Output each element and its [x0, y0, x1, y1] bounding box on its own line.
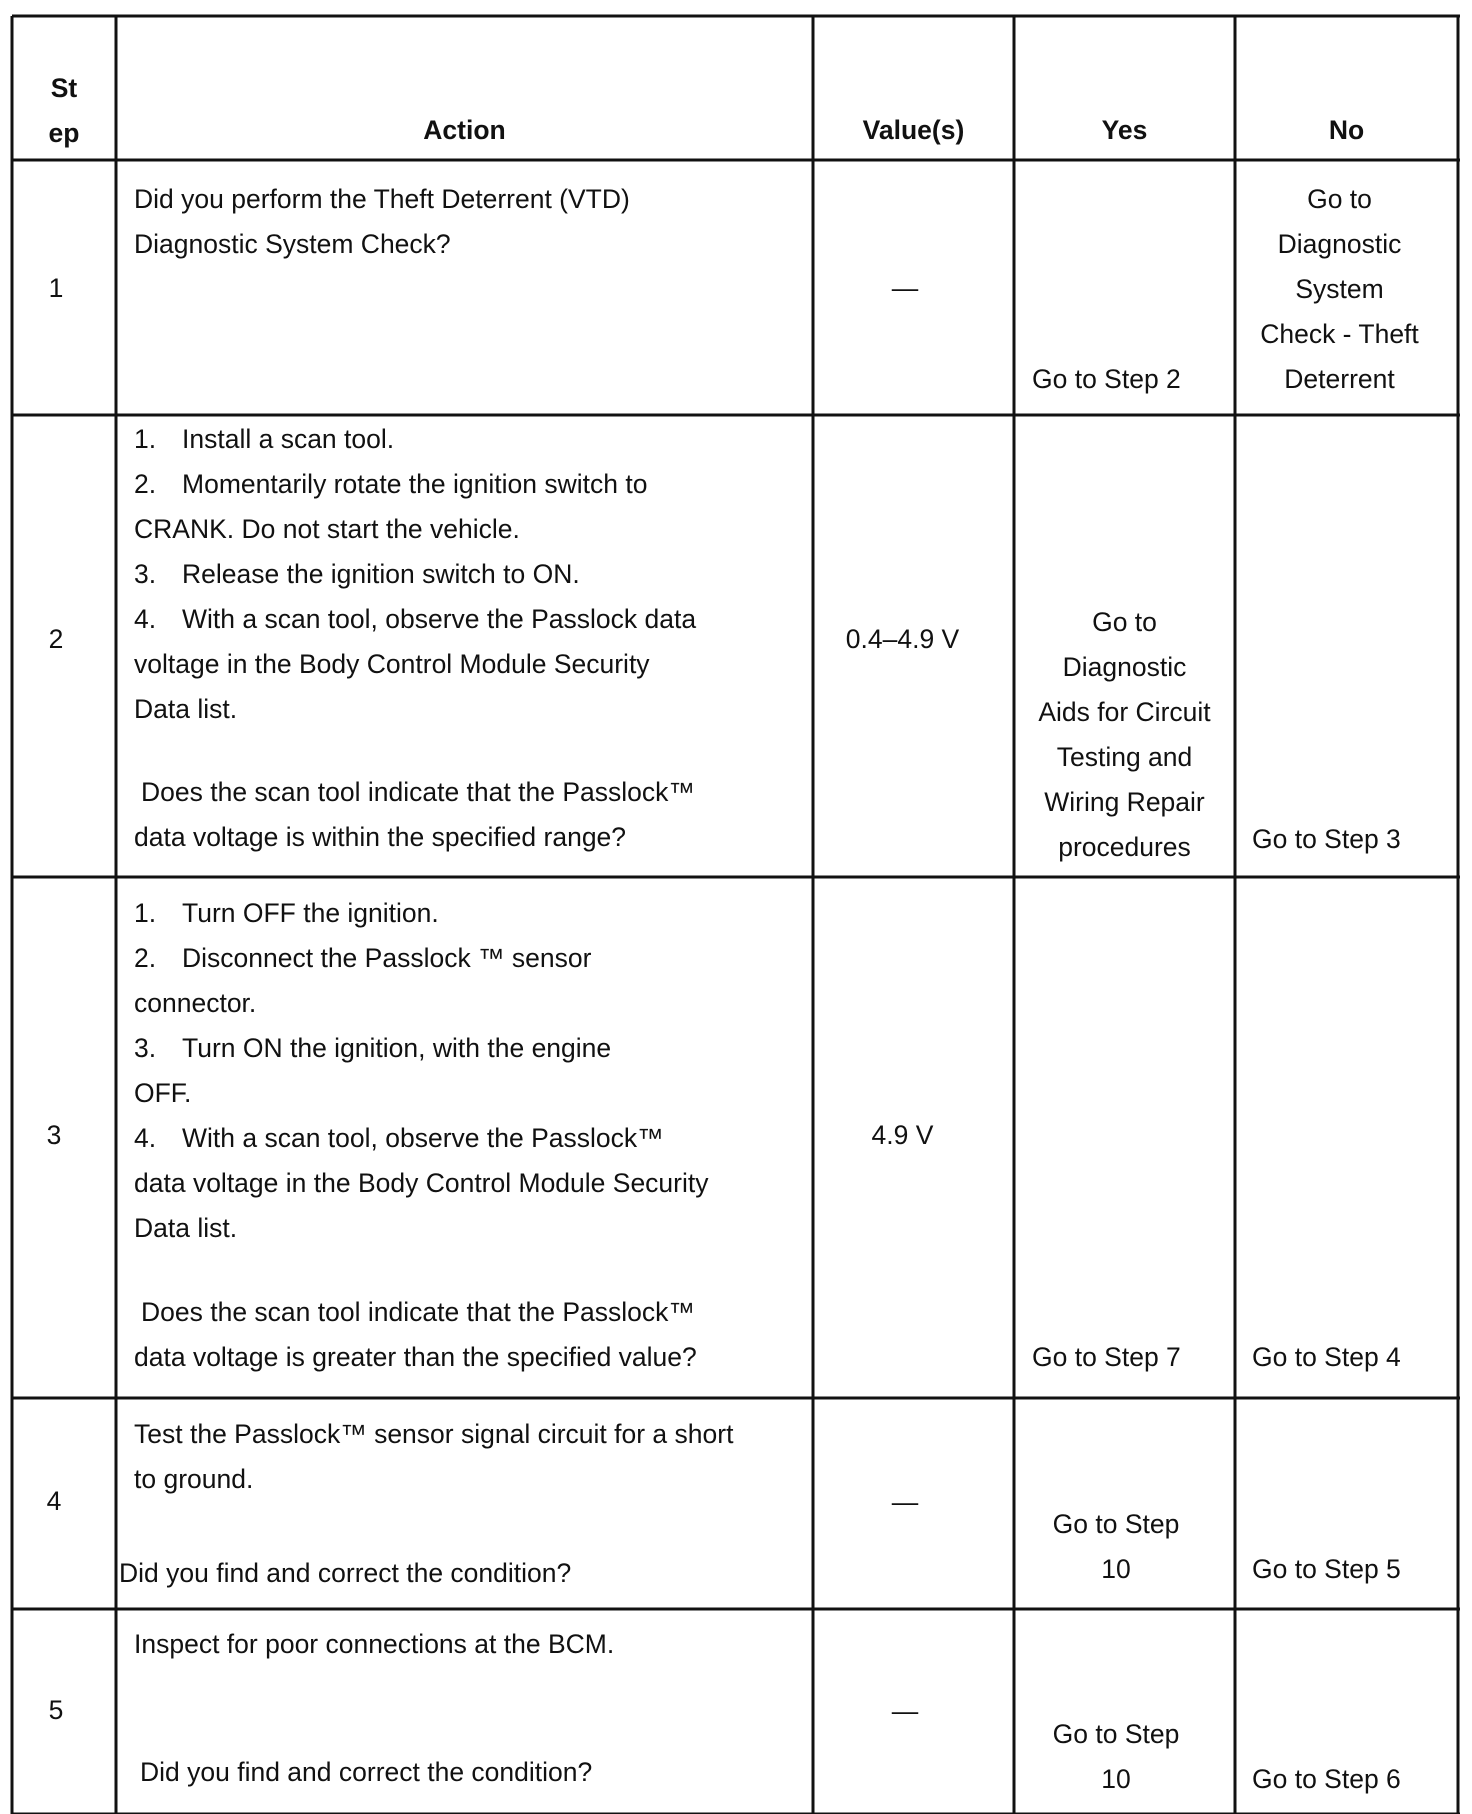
row2-item-1: [134, 417, 809, 462]
row2-item-3-num: 3.: [134, 559, 157, 589]
row1-no-line1: Go to: [1307, 184, 1372, 214]
row5-value: —: [891, 1696, 919, 1726]
row3-step: 3: [46, 1120, 62, 1150]
row3-item-4-cont2: Data list.: [134, 1213, 238, 1243]
row5-step: 5: [48, 1695, 64, 1725]
row2-item-2-cont: CRANK. Do not start the vehicle.: [134, 514, 520, 544]
row3-item-4: [134, 1116, 809, 1161]
row3-yes: Go to Step 7: [1032, 1342, 1181, 1372]
row3-item-3-num: 3.: [134, 1033, 157, 1063]
header-action: Action: [423, 115, 506, 145]
row2-item-3-text: Release the ignition switch to ON.: [182, 559, 580, 589]
row1-no-line3: System: [1295, 274, 1384, 304]
row2-item-4: [134, 597, 809, 642]
row2-item-2: [134, 462, 809, 507]
row4-action-line2: to ground.: [134, 1464, 254, 1494]
row3-no: Go to Step 4: [1252, 1342, 1401, 1372]
row5-no: Go to Step 6: [1252, 1764, 1401, 1794]
row3-item-4-num: 4.: [134, 1123, 157, 1153]
row1-yes: Go to Step 2: [1032, 364, 1181, 394]
row5-question: Did you find and correct the condition?: [140, 1757, 593, 1787]
header-no: No: [1328, 115, 1365, 145]
row2-yes: [1016, 600, 1233, 870]
row4-step: 4: [46, 1486, 62, 1516]
row2-yes-line1: Go to: [1092, 607, 1157, 637]
row5-action: Inspect for poor connections at the BCM.: [134, 1629, 615, 1659]
row4-question: Did you find and correct the condition?: [119, 1558, 572, 1588]
row3-item-1: [134, 891, 809, 936]
row2-yes-line6: procedures: [1058, 832, 1191, 862]
row4-value: —: [891, 1487, 919, 1517]
header-step-line2: ep: [48, 118, 80, 148]
row3-item-3: [134, 1026, 809, 1071]
header-step-line1: St: [50, 73, 78, 103]
row4-action-line1: Test the Passlock™ sensor signal circuit for a short: [134, 1419, 734, 1449]
row2-item-2-num: 2.: [134, 469, 157, 499]
row2-item-4-num: 4.: [134, 604, 157, 634]
row2-item-3: [134, 552, 809, 597]
row3-item-4-text: With a scan tool, observe the Passlock™: [182, 1123, 664, 1153]
row2-item-2-text: Momentarily rotate the ignition switch to: [182, 469, 648, 499]
row1-action: [134, 177, 804, 267]
row2-question-line1: Does the scan tool indicate that the Passlock™: [141, 777, 695, 807]
row3-item-2-cont: connector.: [134, 988, 257, 1018]
row1-no: [1237, 177, 1442, 402]
row2-yes-line5: Wiring Repair: [1044, 787, 1205, 817]
row2-action: [134, 417, 809, 732]
row2-item-4-cont1: voltage in the Body Control Module Security: [134, 649, 650, 679]
row3-question-line1: Does the scan tool indicate that the Passlock™: [141, 1297, 695, 1327]
row1-action-line2: Diagnostic System Check?: [134, 229, 451, 259]
row2-item-4-cont2: Data list.: [134, 694, 238, 724]
header-values: Value(s): [862, 115, 965, 145]
row2-value: 0.4–4.9 V: [845, 624, 960, 654]
row4-no: Go to Step 5: [1252, 1554, 1401, 1584]
row4-yes-line1: Go to Step: [1052, 1509, 1180, 1539]
row2-question-line2: data voltage is within the specified range?: [134, 822, 627, 852]
row3-item-2-num: 2.: [134, 943, 157, 973]
row1-no-line5: Deterrent: [1284, 364, 1395, 394]
row1-action-line1: Did you perform the Theft Deterrent (VTD): [134, 184, 630, 214]
row5-yes-line1: Go to Step: [1052, 1719, 1180, 1749]
row3-question: [134, 1290, 809, 1380]
row5-yes-line2: 10: [1101, 1764, 1131, 1794]
row3-action: [134, 891, 809, 1251]
row5-yes: [1016, 1712, 1216, 1802]
row3-item-3-text: Turn ON the ignition, with the engine: [182, 1033, 612, 1063]
row3-item-2-text: Disconnect the Passlock ™ sensor: [182, 943, 592, 973]
header-yes: Yes: [1101, 115, 1148, 145]
row2-yes-line3: Aids for Circuit: [1038, 697, 1211, 727]
row4-yes: [1016, 1502, 1216, 1592]
row2-no: Go to Step 3: [1252, 824, 1401, 854]
row1-no-line2: Diagnostic: [1277, 229, 1402, 259]
row3-question-line2: data voltage is greater than the specified value?: [134, 1342, 697, 1372]
row2-item-1-num: 1.: [134, 424, 157, 454]
row1-value: —: [891, 273, 919, 303]
row3-item-1-num: 1.: [134, 898, 157, 928]
row2-yes-line2: Diagnostic: [1062, 652, 1187, 682]
row2-step: 2: [48, 624, 64, 654]
row3-item-3-cont: OFF.: [134, 1078, 192, 1108]
row1-no-line4: Check - Theft: [1260, 319, 1419, 349]
row2-question: [134, 770, 809, 860]
row3-item-2: [134, 936, 809, 981]
row3-value: 4.9 V: [871, 1120, 934, 1150]
header-step: [14, 66, 114, 156]
row4-action: [134, 1412, 809, 1502]
row2-item-4-text: With a scan tool, observe the Passlock data: [182, 604, 697, 634]
row1-step: 1: [48, 273, 64, 303]
row3-item-4-cont1: data voltage in the Body Control Module Security: [134, 1168, 709, 1198]
row3-item-1-text: Turn OFF the ignition.: [182, 898, 439, 928]
row4-yes-line2: 10: [1101, 1554, 1131, 1584]
row2-item-1-text: Install a scan tool.: [182, 424, 395, 454]
row2-yes-line4: Testing and: [1056, 742, 1193, 772]
